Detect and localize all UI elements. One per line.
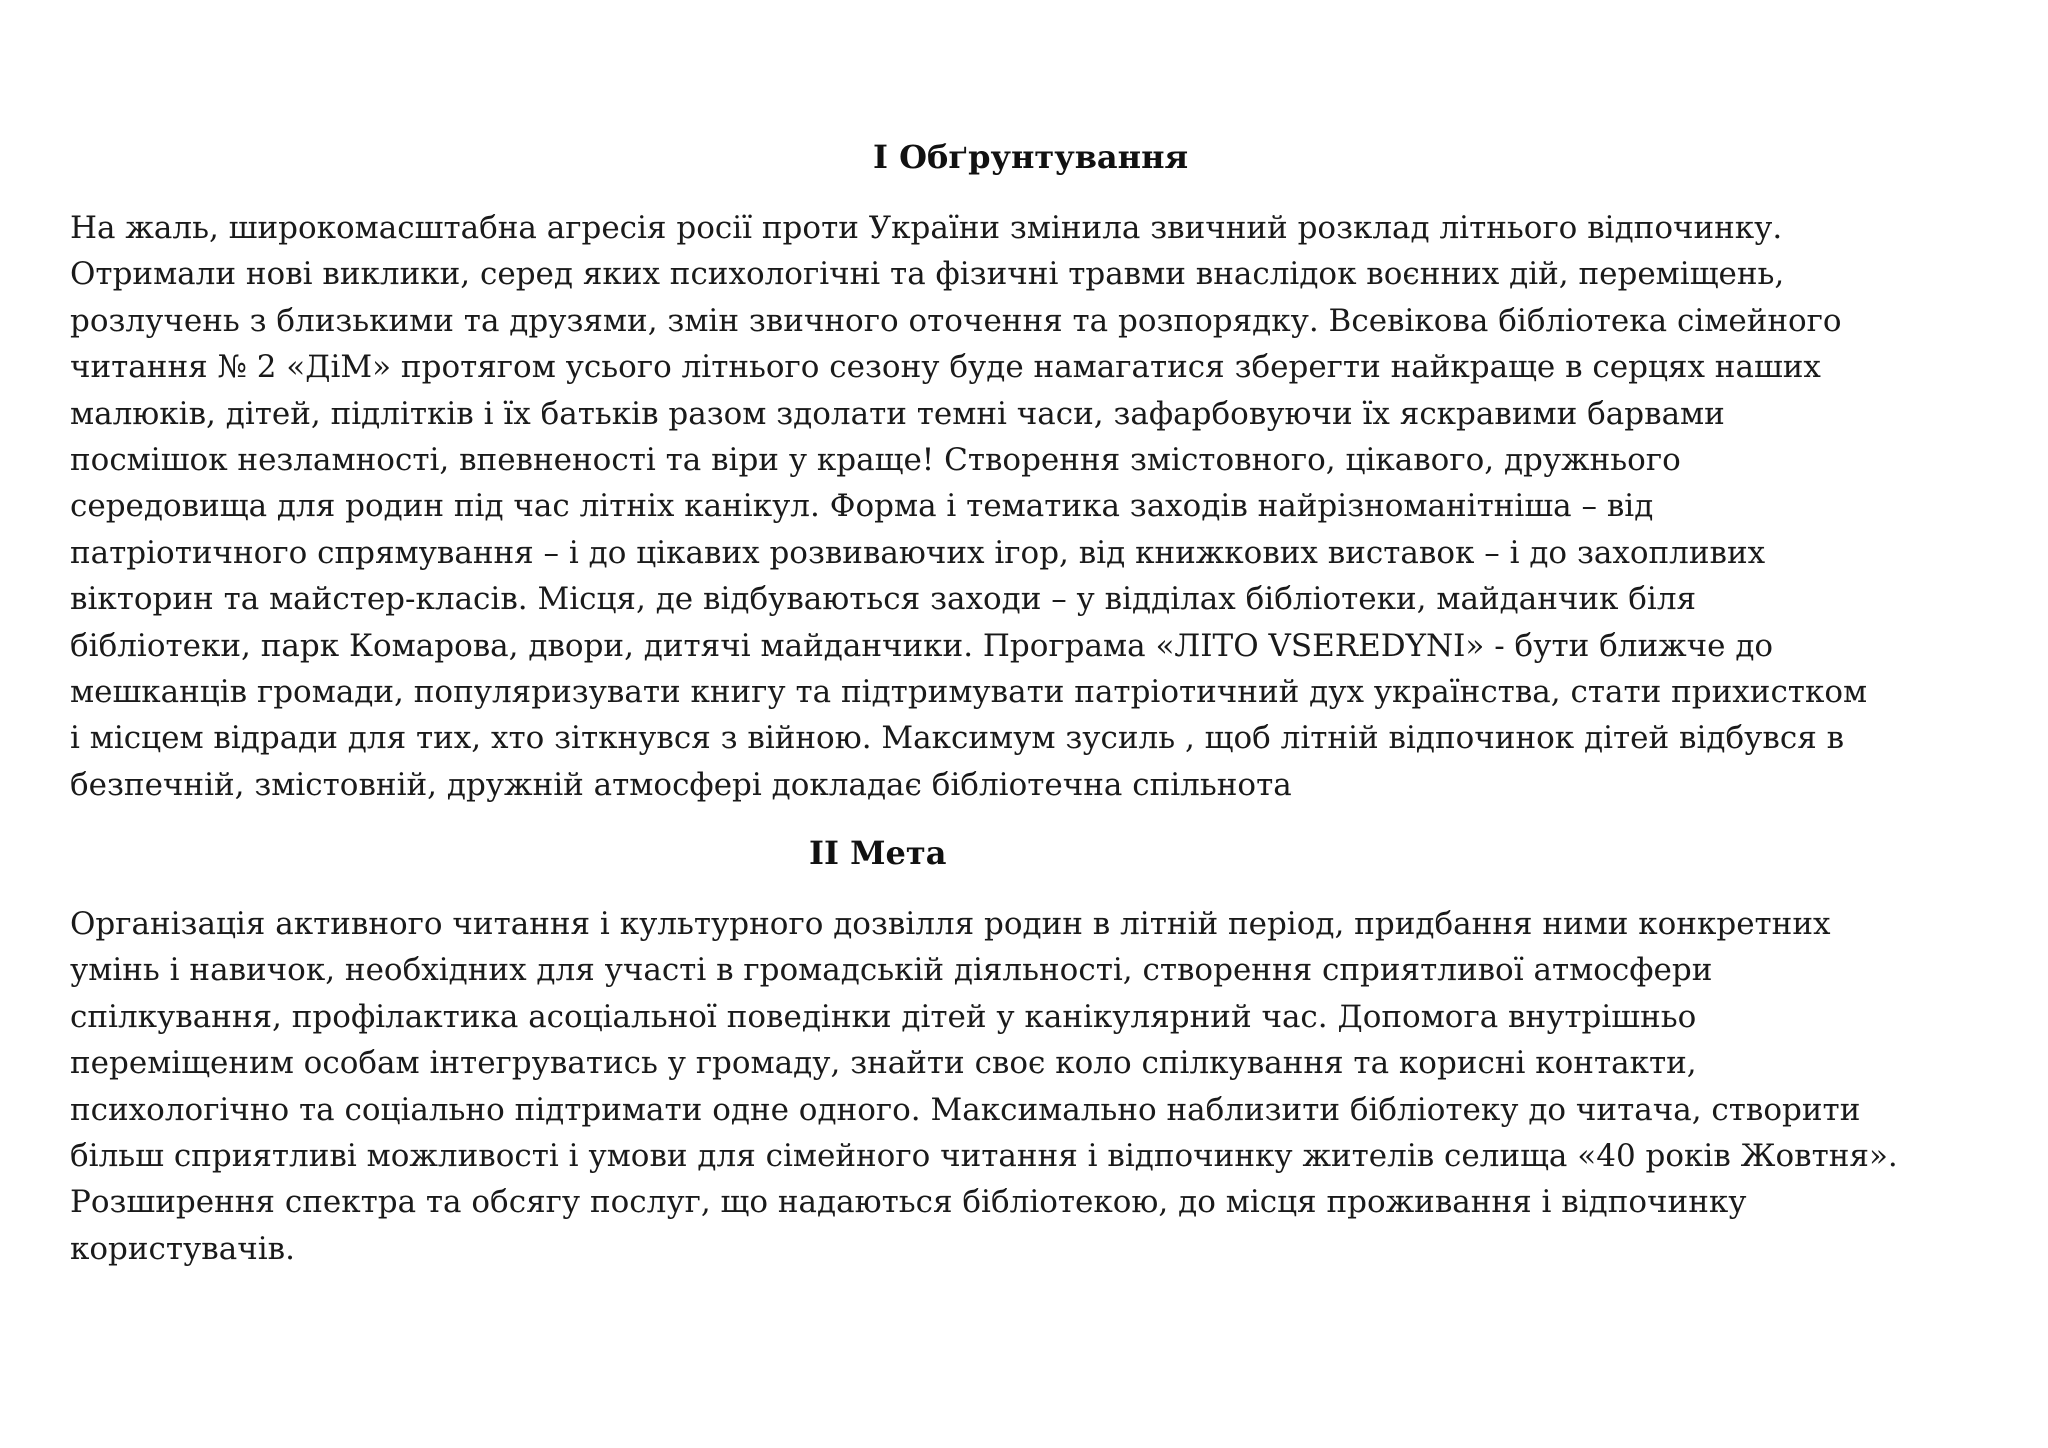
- goal-paragraph: [70, 901, 2030, 1272]
- paragraph-line: переміщеним особам інтегруватись у громаду, знайти своє коло спілкування та корисні контакти,: [70, 1045, 1697, 1082]
- paragraph-line: посмішок незламності, впевненості та віри у краще! Створення змістовного, цікавого, дружнього: [70, 441, 1681, 478]
- paragraph-line: Організація активного читання і культурного дозвілля родин в літній період, придбання ними конкретних: [70, 906, 1831, 942]
- paragraph-line: мешканців громади, популяризувати книгу та підтримувати патріотичний дух українства, стати прихистком: [70, 673, 1868, 710]
- paragraph-line: вікторин та майстер-класів. Місця, де відбуваються заходи – у відділах бібліотеки, майданчик біля: [70, 581, 1697, 618]
- section-heading-justification: I Обґрунтування: [873, 138, 1189, 176]
- paragraph-line: малюків, дітей, підлітків і їх батьків разом здолати темні часи, зафарбовуючи їх яскравими барвами: [70, 395, 1725, 432]
- paragraph-line: Розширення спектра та обсягу послуг, що надаються бібліотекою, до місця проживання і відпочинку: [70, 1184, 1747, 1221]
- paragraph-line: патріотичного спрямування – і до цікавих розвиваючих ігор, від книжкових виставок – і до захопливих: [70, 534, 1766, 571]
- paragraph-line: розлучень з близькими та друзями, змін звичного оточення та розпорядку. Всевікова бібліотека сімейного: [70, 302, 1842, 339]
- paragraph-line: психологічно та соціально підтримати одне одного. Максимально наблизити бібліотеку до читача, створити: [70, 1091, 1861, 1128]
- justification-paragraph: [70, 205, 2030, 808]
- paragraph-line: середовища для родин під час літніх канікул. Форма і тематика заходів найрізноманітніша – від: [70, 488, 1654, 525]
- paragraph-line: читання № 2 «ДіМ» протягом усього літнього сезону буде намагатися зберегти найкраще в серцях наших: [70, 349, 1821, 386]
- paragraph-line: умінь і навичок, необхідних для участі в громадській діяльності, створення сприятливої атмосфери: [70, 952, 1713, 989]
- paragraph-line: бібліотеки, парк Комарова, двори, дитячі майданчики. Програма «ЛІТО VSEREDYNI» - бути ближче до: [70, 627, 1774, 664]
- section-heading-goal: II Мета: [809, 834, 947, 872]
- paragraph-line: Отримали нові виклики, серед яких психологічні та фізичні травми внаслідок воєнних дій, переміщень,: [70, 256, 1785, 293]
- paragraph-line: і місцем відради для тих, хто зіткнувся з війною. Максимум зусиль , щоб літній відпочинок дітей відбувся в: [70, 720, 1845, 757]
- paragraph-line: більш сприятливі можливості і умови для сімейного читання і відпочинку жителів селища «40 років Жовтня».: [70, 1137, 1898, 1174]
- paragraph-line: спілкування, профілактика асоціальної поведінки дітей у канікулярний час. Допомога внутрішньо: [70, 998, 1697, 1035]
- paragraph-line: На жаль, широкомасштабна агресія росії проти України змінила звичний розклад літнього відпочинку.: [70, 210, 1783, 246]
- paragraph-line: безпечній, змістовній, дружній атмосфері докладає бібліотечна спільнота: [70, 766, 1292, 803]
- paragraph-line: користувачів.: [70, 1230, 295, 1267]
